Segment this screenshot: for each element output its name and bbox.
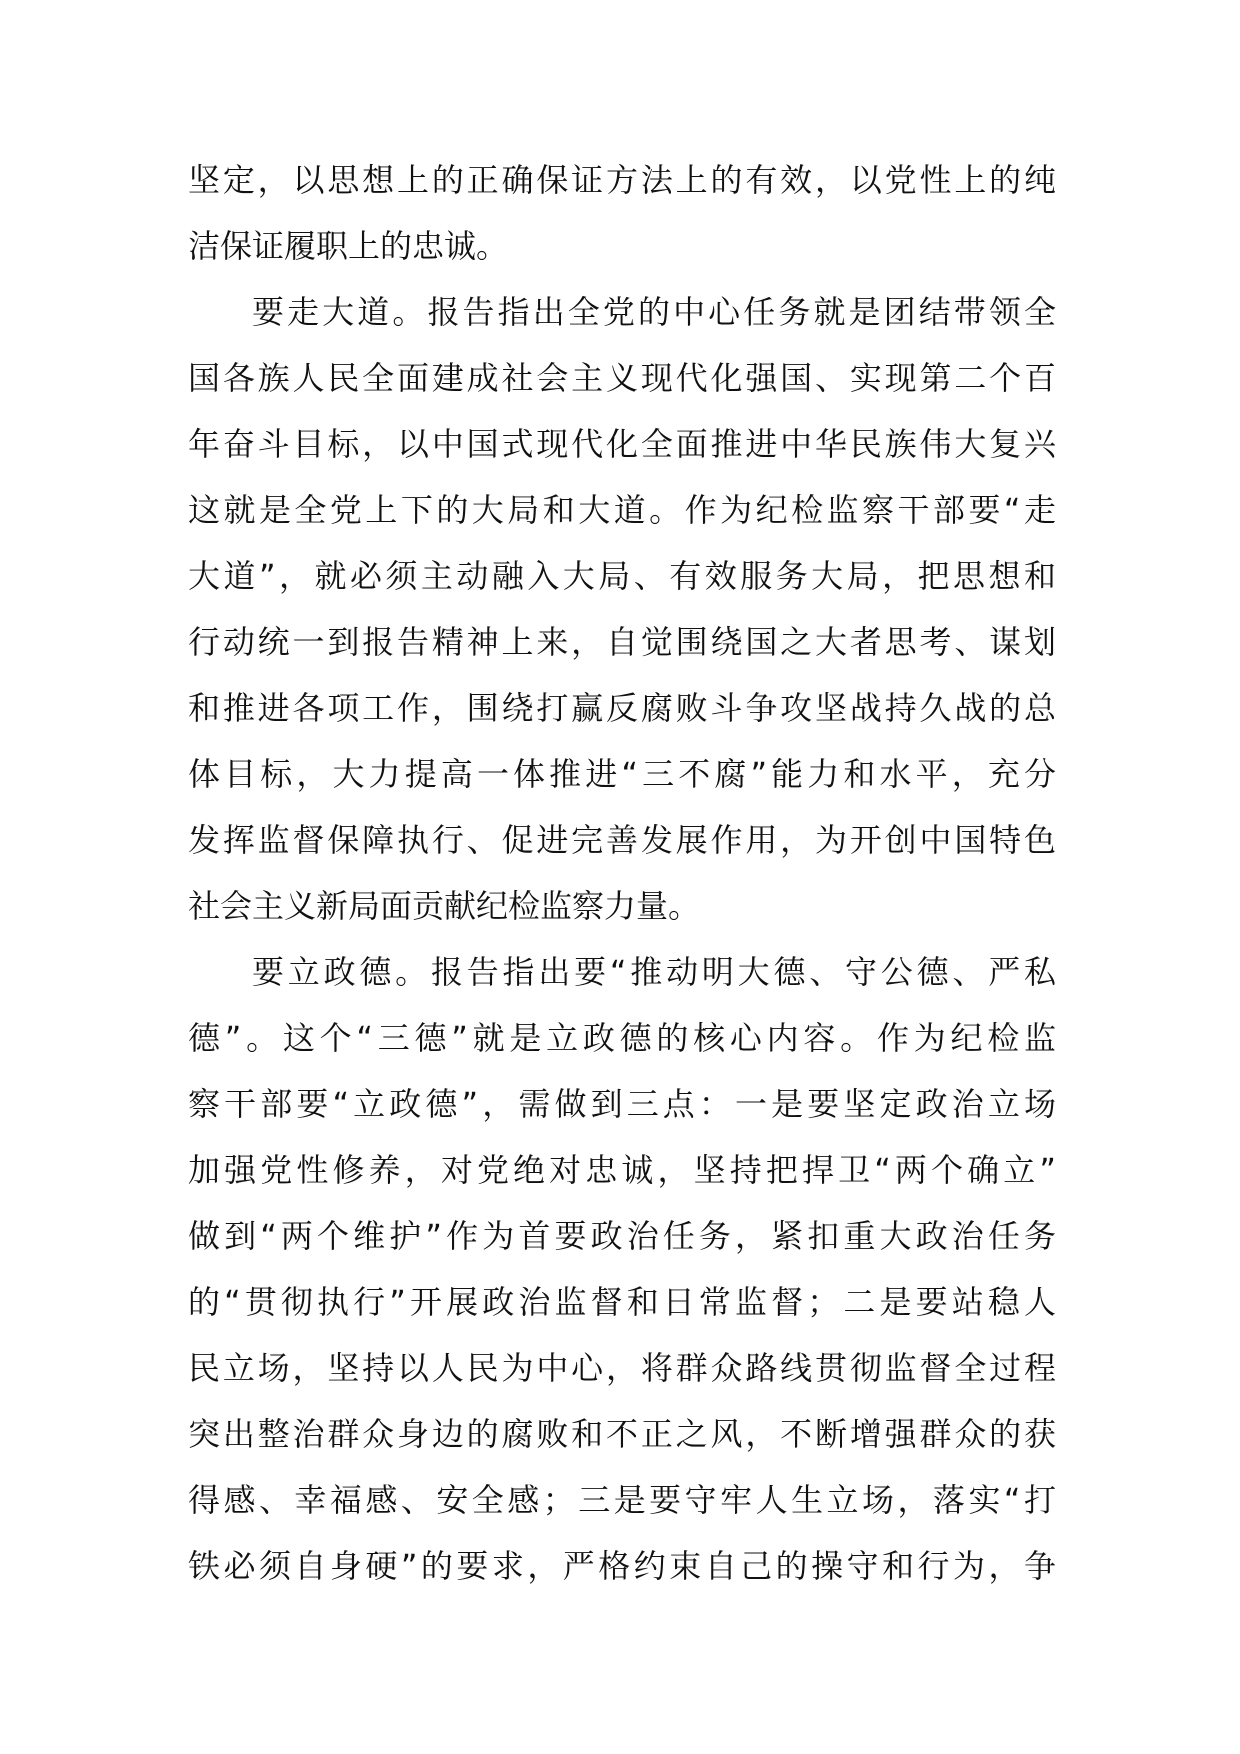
text-line: 社会主义新局面贡献纪检监察力量。 <box>188 887 701 925</box>
text-line: 和推进各项工作，围绕打赢反腐败斗争攻坚战持久战的总 <box>188 689 1056 727</box>
text-line: 民立场，坚持以人民为中心，将群众路线贯彻监督全过程 <box>188 1349 1056 1387</box>
text-line: 突出整治群众身边的腐败和不正之风，不断增强群众的获 <box>188 1415 1056 1453</box>
text-line: 体目标，大力提高一体推进“三不腐”能力和水平，充分 <box>188 755 1056 793</box>
text-line: 年奋斗目标，以中国式现代化全面推进中华民族伟大复兴 <box>188 425 1056 463</box>
text-line: 大道”，就必须主动融入大局、有效服务大局，把思想和 <box>188 557 1056 595</box>
text-line: 这就是全党上下的大局和大道。作为纪检监察干部要“走 <box>188 491 1056 529</box>
text-line: 做到“两个维护”作为首要政治任务，紧扣重大政治任务 <box>188 1217 1056 1255</box>
text-line: 坚定，以思想上的正确保证方法上的有效，以党性上的纯 <box>188 161 1056 199</box>
text-line: 行动统一到报告精神上来，自觉围绕国之大者思考、谋划 <box>188 623 1056 661</box>
paragraph-first-line: 要立政德。报告指出要“推动明大德、守公德、严私 <box>252 953 1056 991</box>
text-line: 国各族人民全面建成社会主义现代化强国、实现第二个百 <box>188 359 1056 397</box>
text-line: 铁必须自身硬”的要求，严格约束自己的操守和行为，争 <box>188 1547 1056 1585</box>
paragraph-first-line: 要走大道。报告指出全党的中心任务就是团结带领全 <box>252 293 1056 331</box>
text-line: 加强党性修养，对党绝对忠诚，坚持把捍卫“两个确立” <box>188 1151 1056 1189</box>
text-line: 的“贯彻执行”开展政治监督和日常监督；二是要站稳人 <box>188 1283 1056 1321</box>
text-line: 德”。这个“三德”就是立政德的核心内容。作为纪检监 <box>188 1019 1056 1057</box>
text-line: 察干部要“立政德”，需做到三点：一是要坚定政治立场 <box>188 1085 1056 1123</box>
text-line: 洁保证履职上的忠诚。 <box>188 227 509 265</box>
text-line: 发挥监督保障执行、促进完善发展作用，为开创中国特色 <box>188 821 1056 859</box>
document-body <box>188 147 1056 1599</box>
text-line: 得感、幸福感、安全感；三是要守牢人生立场，落实“打 <box>188 1481 1056 1519</box>
